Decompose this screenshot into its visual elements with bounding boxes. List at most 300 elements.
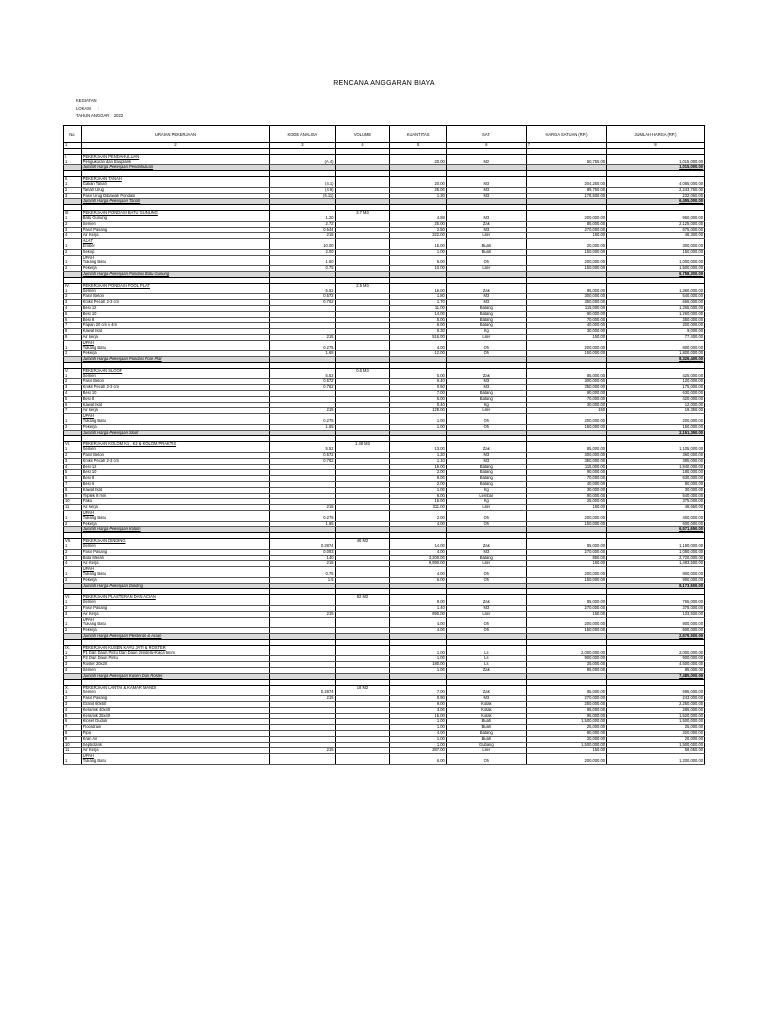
item-quantity: 129.00 (390, 408, 446, 414)
item-amount: 150,000.00 (607, 249, 705, 255)
item-unit: Oh (446, 521, 526, 527)
section-number: VII. (64, 539, 82, 544)
item-number: 11 (64, 748, 82, 754)
item-quantity: 5.00 (390, 323, 446, 329)
item-description: Pekerja (81, 351, 269, 357)
item-description: Pasir Urug Dibawah Pondasi (81, 193, 269, 199)
item-quantity: 16.00 (390, 713, 446, 719)
item-quantity: 1.30 (390, 193, 446, 199)
item-unit: Kotak (446, 701, 526, 707)
section-number: VI. (64, 442, 82, 447)
item-kode-analisa (270, 759, 335, 764)
section-title: PEKERJAAN TANAH (81, 177, 269, 182)
item-amount: 900,000.00 (607, 577, 705, 583)
item-number: 1 (64, 759, 82, 764)
item-unit-price: 90,000.00 (526, 391, 606, 397)
item-unit: Oh (446, 424, 526, 430)
item-kode-analisa: 0.75 (270, 266, 335, 272)
item-description: Besi 12 (81, 305, 269, 311)
item-amount: 232,050.00 (607, 193, 705, 199)
item-unit: Oh (446, 516, 526, 521)
item-description: Semen (81, 544, 269, 549)
item-kode-analisa: 0.275 (270, 419, 335, 424)
item-amount: 20,000.00 (607, 736, 705, 742)
item-number: 8 (64, 487, 82, 493)
item-unit-price: 30,000.00 (526, 402, 606, 408)
item-unit-price: 150.00 (526, 748, 606, 754)
item-unit: M3 (446, 453, 526, 459)
item-unit-price: 150,000.00 (526, 577, 606, 583)
item-unit-price: 300,000.00 (526, 453, 606, 459)
item-kode-analisa: (6.11) (270, 193, 335, 199)
item-unit: Ls (446, 656, 526, 662)
item-quantity: 4.00 (390, 521, 446, 527)
item-number: 1 (64, 419, 82, 424)
item-amount: 350,000.00 (607, 317, 705, 323)
item-unit: Batang (446, 730, 526, 736)
item-unit: Batang (446, 391, 526, 397)
item-quantity: 180.00 (390, 662, 446, 668)
budget-table (63, 125, 705, 765)
header-satuan: SAT. (446, 126, 526, 143)
item-unit-price: 204,250.00 (526, 182, 606, 187)
item-quantity: 16.00 (390, 464, 446, 470)
item-unit: Zak (446, 690, 526, 695)
item-unit-price: 25,000.00 (526, 499, 606, 505)
item-number: 4 (64, 391, 82, 397)
item-amount: 1,265,000.00 (607, 305, 705, 311)
section-volume: 0.6 M3 (335, 368, 390, 373)
item-unit: Zak (446, 289, 526, 294)
header-uraian-pekerjaan: URAIAN PEKERJAAN (81, 126, 269, 143)
table-header-row (64, 126, 705, 143)
item-unit: Gubang (446, 742, 526, 748)
item-kode-analisa: 0.762 (270, 385, 335, 391)
item-kode-analisa: 215 (270, 505, 335, 511)
item-quantity: 16.00 (390, 289, 446, 294)
subtotal-label: Jumlah Harga Pekerjaan Kolom (81, 527, 269, 533)
item-kode-analisa: (4.1) (270, 182, 335, 187)
item-number: 5 (64, 470, 82, 476)
item-description: Besi 8 (81, 317, 269, 323)
item-kode-analisa: 215 (270, 233, 335, 239)
item-unit-price: 178,500.00 (526, 193, 606, 199)
item-unit-price: 1,500,000.00 (526, 742, 606, 748)
item-amount: 425,000.00 (607, 374, 705, 379)
item-unit-price: 85,000.00 (526, 600, 606, 605)
item-kode-analisa: (4.9) (270, 187, 335, 193)
item-amount: 1,840,000.00 (607, 464, 705, 470)
item-unit-price: 85,000.00 (526, 667, 606, 673)
item-description: Kriikil Pecah 2-3 cm (81, 300, 269, 306)
item-number: 3 (64, 227, 82, 233)
kegiatan-label: KEGIATAN (76, 98, 97, 103)
item-amount: 1,800,000.00 (607, 351, 705, 357)
item-description: Roster 20x20 (81, 662, 269, 668)
item-quantity: 7.00 (390, 391, 446, 397)
item-quantity: 4.00 (390, 730, 446, 736)
item-amount: 1,500,000.00 (607, 742, 705, 748)
item-unit: Oh (446, 346, 526, 351)
item-unit: Batang (446, 470, 526, 476)
item-description: Tukang Batu (81, 759, 269, 764)
item-number: 4 (64, 707, 82, 713)
item-description: Air Kerja (81, 748, 269, 754)
item-kode-analisa: 0.572 (270, 453, 335, 459)
item-unit: Batang (446, 305, 526, 311)
item-unit-price: 70,000.00 (526, 317, 606, 323)
item-unit-price: 350,000.00 (526, 300, 606, 306)
subtotal-amount: 2,676,500.00 (607, 633, 705, 639)
item-unit: M3 (446, 696, 526, 702)
subtotal-amount: 8,326,400.00 (607, 357, 705, 363)
item-number: 4 (64, 464, 82, 470)
item-number: 2 (64, 351, 82, 357)
item-description: Kawat Ikat (81, 329, 269, 335)
item-description: Pipa (81, 730, 269, 736)
item-number: 7 (64, 482, 82, 488)
item-description: Tukang Batu (81, 419, 269, 424)
item-number: 1 (64, 544, 82, 549)
item-description: Tukang Batu (81, 346, 269, 351)
item-number: 4 (64, 667, 82, 673)
item-number: 1 (64, 289, 82, 294)
item-amount: 1,190,000.00 (607, 544, 705, 549)
item-description: Air kerja (81, 505, 269, 511)
item-unit: M3 (446, 458, 526, 464)
item-number: 7 (64, 725, 82, 731)
item-unit: Batang (446, 396, 526, 402)
item-amount: 85,000.00 (607, 667, 705, 673)
item-quantity: 1.40 (390, 605, 446, 611)
item-description: Besi 10 (81, 391, 269, 397)
item-amount: 4,500,000.00 (607, 662, 705, 668)
item-description: Bata Merah (81, 555, 269, 561)
item-quantity: 5.00 (390, 317, 446, 323)
item-unit-price: 200,000.00 (526, 759, 606, 764)
item-unit: Liter (446, 505, 526, 511)
item-number: 3 (64, 701, 82, 707)
item-kode-analisa: 215 (270, 334, 335, 340)
item-unit: Batang (446, 464, 526, 470)
item-quantity: 11.00 (390, 305, 446, 311)
document-title: RENCANA ANGGARAN BIAYA (333, 80, 435, 87)
subtotal-amount: 1,015,000.00 (607, 165, 705, 171)
item-unit-price: 150.00 (526, 611, 606, 617)
item-quantity: 1.00 (390, 742, 446, 748)
table-body (64, 148, 705, 764)
item-description: Kriikil Pecah 2-3 cm (81, 458, 269, 464)
item-quantity: 311.00 (390, 505, 446, 511)
item-amount: 1,105,000.00 (607, 447, 705, 452)
item-number: 8 (64, 329, 82, 335)
item-unit-price: 150,000.00 (526, 521, 606, 527)
item-unit-price: 150.00 (526, 505, 606, 511)
item-number: 1 (64, 572, 82, 577)
item-description: Papan 20 cm x 4m (81, 323, 269, 329)
item-description: Air kerja (81, 334, 269, 340)
item-quantity: 1.00 (390, 656, 446, 662)
item-amount: 540,000.00 (607, 493, 705, 499)
item-description: Keramik 40x40 (81, 707, 269, 713)
item-unit-price: 25,000.00 (526, 725, 606, 731)
item-amount: 300,000.00 (607, 244, 705, 249)
item-number: 1 (64, 374, 82, 379)
item-quantity: 1.70 (390, 300, 446, 306)
item-unit: Oh (446, 572, 526, 577)
item-amount: 1,000,000.00 (607, 260, 705, 265)
item-quantity: 20.00 (390, 160, 446, 165)
item-quantity: 516.00 (390, 334, 446, 340)
item-description: Air Kerja (81, 611, 269, 617)
group-label: UPAH (81, 511, 269, 516)
item-unit: Ls (446, 651, 526, 656)
item-quantity: 0.90 (390, 696, 446, 702)
item-quantity: 322.00 (390, 233, 446, 239)
item-description: Semen (81, 374, 269, 379)
item-description: Tanah Urug (81, 187, 269, 193)
subtotal-amount: 6,758,300.00 (607, 271, 705, 277)
item-amount: 25,000.00 (607, 725, 705, 731)
item-amount: 765,000.00 (607, 600, 705, 605)
item-amount: 665,000.00 (607, 300, 705, 306)
item-unit: M3 (446, 300, 526, 306)
item-kode-analisa: 10.00 (270, 244, 335, 249)
item-description: Pasir Pasang (81, 227, 269, 233)
subtotal-label: Jumlah Harga Pekerjaan Kusen Dan Roster (81, 673, 269, 679)
item-unit-price: 250,000.00 (526, 701, 606, 707)
item-quantity: 15.00 (390, 244, 446, 249)
item-number: 1 (64, 600, 82, 605)
item-amount: 900,000.00 (607, 656, 705, 662)
item-description: Kriikil Pecah 2-3 cm (81, 385, 269, 391)
item-amount: 320,000.00 (607, 730, 705, 736)
section-number: I. (64, 154, 82, 159)
section-number: V. (64, 368, 82, 373)
item-quantity: 1.00 (390, 419, 446, 424)
item-unit-price: 150,000.00 (526, 628, 606, 634)
item-unit-price: 150,000.00 (526, 249, 606, 255)
item-number: 3 (64, 611, 82, 617)
item-description: Semen (81, 667, 269, 673)
item-description: Semen (81, 221, 269, 227)
section-title: PEKERJAAN PONDASI BATU GUNUNG (81, 211, 269, 216)
header-kuantitas: KUANTITAS (390, 126, 446, 143)
subtotal-label: Jumlah Harga Pekerjaan Pondasi Batu Gunung (81, 271, 269, 277)
item-description: Floordrain (81, 725, 269, 731)
item-number: 3 (64, 458, 82, 464)
item-quantity: 1.00 (390, 487, 446, 493)
item-amount: 385,000.00 (607, 458, 705, 464)
item-description: Pekerja (81, 577, 269, 583)
subtotal-amount: 2,151,350.00 (607, 430, 705, 436)
item-unit-price: 95,000.00 (526, 707, 606, 713)
item-unit: Kotak (446, 713, 526, 719)
item-unit: Liter (446, 748, 526, 754)
header-volume: VOLUME (335, 126, 390, 143)
column-number: 4 (335, 143, 390, 149)
item-amount: 2,125,000.00 (607, 221, 705, 227)
group-label: UPAH (81, 754, 269, 759)
item-quantity: 1.00 (390, 719, 446, 725)
item-description: Ember (81, 244, 269, 249)
item-kode-analisa: 0.275 (270, 346, 335, 351)
section-number: IV. (64, 283, 82, 288)
item-unit-price: 85,000.00 (526, 544, 606, 549)
item-kode-analisa: 140 (270, 555, 335, 561)
item-unit: Buah (446, 725, 526, 731)
item-number: 1 (64, 622, 82, 627)
item-number: 4 (64, 305, 82, 311)
item-quantity: 9,890.00 (390, 561, 446, 567)
item-unit-price: 200,000.00 (526, 260, 606, 265)
item-unit-price: 150,000.00 (526, 424, 606, 430)
item-amount: 1,500,000.00 (607, 266, 705, 272)
item-unit-price: 20,000.00 (526, 736, 606, 742)
item-description: Tukang Batu (81, 516, 269, 521)
item-number: 8 (64, 730, 82, 736)
item-unit-price: 850.00 (526, 555, 606, 561)
item-number: 2 (64, 187, 82, 193)
group-label: UPAH (81, 617, 269, 622)
item-unit: Zak (446, 447, 526, 452)
item-number: 1 (64, 651, 82, 656)
item-unit: Ls (446, 662, 526, 668)
section-title: PEKERJAAN KUSEN KAYU JATI & ROSTER (81, 645, 269, 650)
item-unit-price: 200,000.00 (526, 572, 606, 577)
item-unit: Batang (446, 323, 526, 329)
column-number: 8 (607, 143, 705, 149)
item-unit-price: 200,000.00 (526, 516, 606, 521)
item-kode-analisa: (A.4) (270, 160, 335, 165)
item-unit-price: 200,000.00 (526, 622, 606, 627)
item-description: Besi 10 (81, 311, 269, 317)
item-unit: Buah (446, 244, 526, 249)
item-number: 9 (64, 736, 82, 742)
item-description: Batu Gunung (81, 216, 269, 221)
item-number: 9 (64, 493, 82, 499)
item-number: 2 (64, 577, 82, 583)
item-unit-price: 85,000.00 (526, 447, 606, 452)
item-description: Pasir Pasang (81, 696, 269, 702)
item-description: Semen (81, 600, 269, 605)
item-unit: M3 (446, 605, 526, 611)
item-number: 6 (64, 719, 82, 725)
item-amount: 540,000.00 (607, 294, 705, 300)
item-description: Sekop (81, 249, 269, 255)
item-unit: Oh (446, 260, 526, 265)
item-quantity: 0.40 (390, 379, 446, 385)
item-unit-price: 270,000.00 (526, 549, 606, 555)
item-unit: M3 (446, 385, 526, 391)
item-description: Besi 12 (81, 464, 269, 470)
item-quantity: 12.00 (390, 351, 446, 357)
item-unit-price: 30,000.00 (526, 329, 606, 335)
item-unit: Zak (446, 221, 526, 227)
item-unit-price: 150.00 (526, 233, 606, 239)
item-kode-analisa: 0.544 (270, 227, 335, 233)
item-quantity: 15.00 (390, 499, 446, 505)
empty-cell (335, 759, 390, 764)
item-number: 11 (64, 505, 82, 511)
column-number: 3 (270, 143, 335, 149)
column-number: 7 (526, 143, 606, 149)
item-kode-analisa: 5.52 (270, 289, 335, 294)
item-unit: M3 (446, 227, 526, 233)
item-kode-analisa: 215 (270, 408, 335, 414)
item-unit: M3 (446, 294, 526, 300)
item-unit: Zak (446, 544, 526, 549)
item-kode-analisa: 215 (270, 696, 335, 702)
item-amount: 630,000.00 (607, 391, 705, 397)
item-unit-price: 50,750.00 (526, 160, 606, 165)
item-unit-price: 85,000.00 (526, 221, 606, 227)
item-quantity: 4.00 (390, 622, 446, 627)
item-kode-analisa: 0.2874 (270, 544, 335, 549)
item-number: 5 (64, 396, 82, 402)
item-unit-price: 115,000.00 (526, 464, 606, 470)
item-unit-price: 70,000.00 (526, 396, 606, 402)
item-quantity: 1.00 (390, 424, 446, 430)
subtotal-amount: 7,485,000.00 (607, 673, 705, 679)
item-quantity: 9.00 (390, 476, 446, 482)
item-quantity: 10.00 (390, 266, 446, 272)
item-unit-price: 300,000.00 (526, 294, 606, 300)
item-kode-analisa: 0.2874 (270, 690, 335, 695)
item-kode-analisa: 0.572 (270, 379, 335, 385)
item-number: 3 (64, 662, 82, 668)
item-description: P1 Dan Daun Pintu Dan Daun Jendela+Kaca 5mm (81, 651, 269, 656)
item-quantity: 20.00 (390, 182, 446, 187)
item-description: Semen (81, 289, 269, 294)
item-kode-analisa: 1.65 (270, 351, 335, 357)
item-amount: 243,000.00 (607, 696, 705, 702)
item-description: Besi 8 (81, 476, 269, 482)
column-number: 5 (390, 143, 446, 149)
item-description: Pengukuran dan Bouplank (81, 160, 269, 165)
item-unit-price: 270,000.00 (526, 227, 606, 233)
item-description: Pekerja (81, 628, 269, 634)
item-number: 1 (64, 516, 82, 521)
item-amount: 1,360,000.00 (607, 289, 705, 294)
table-row (64, 759, 705, 764)
item-amount: 630,000.00 (607, 476, 705, 482)
item-unit-price: 85,000.00 (526, 690, 606, 695)
section-title: PEKERJAAN PENDAHULUAN (81, 154, 269, 159)
item-quantity: 2.00 (390, 482, 446, 488)
item-unit-price: 150,000.00 (526, 266, 606, 272)
item-amount: 77,400.00 (607, 334, 705, 340)
item-description: Pasir Beton (81, 294, 269, 300)
item-number: 2 (64, 605, 82, 611)
item-unit: Buah (446, 249, 526, 255)
item-quantity: 1.00 (390, 651, 446, 656)
item-unit: Kg (446, 402, 526, 408)
tahun-anggaran-label: TAHUN ANGGAR : 2022 (76, 113, 124, 118)
item-unit: Batang (446, 482, 526, 488)
item-unit: Batang (446, 476, 526, 482)
item-amount: 150,000.00 (607, 424, 705, 430)
item-unit-price: 95,000.00 (526, 713, 606, 719)
item-unit: Oh (446, 351, 526, 357)
item-unit: Liter (446, 233, 526, 239)
item-quantity: 14.00 (390, 311, 446, 317)
item-unit: M3 (446, 182, 526, 187)
item-kode-analisa: 215 (270, 748, 335, 754)
section-volume: 3.7 M3 (335, 211, 390, 216)
item-amount: 800,000.00 (607, 622, 705, 627)
item-amount: 1,080,000.00 (607, 549, 705, 555)
